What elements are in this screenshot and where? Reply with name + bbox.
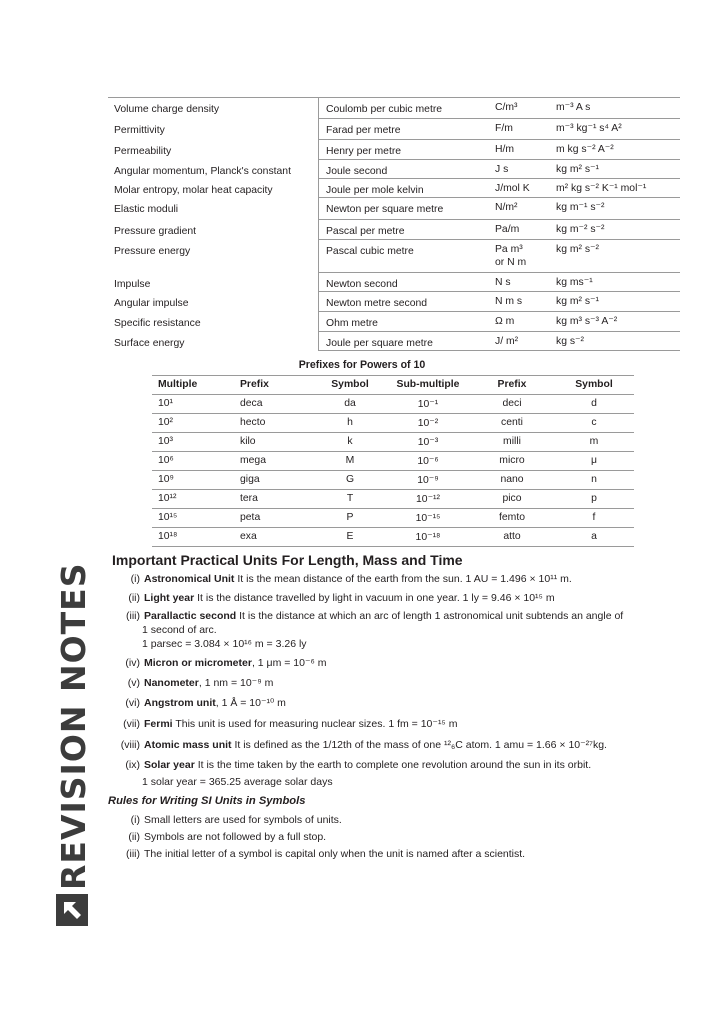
sub-prefix-cell: centi bbox=[501, 417, 523, 428]
unit-cell: Joule second bbox=[326, 166, 388, 177]
revision-notes-label: REVISION NOTES bbox=[54, 562, 93, 890]
symbol-cell-alt: or N m bbox=[495, 257, 527, 268]
quantity-cell: Impulse bbox=[114, 279, 151, 290]
item-term: Nanometer bbox=[144, 677, 199, 689]
item-term: Micron or micrometer bbox=[144, 657, 252, 669]
dimension-cell: kg m² s⁻² bbox=[556, 244, 600, 255]
prefix-cell: giga bbox=[240, 474, 260, 485]
header-prefix: Prefix bbox=[240, 379, 269, 390]
item-term: Astronomical Unit bbox=[144, 573, 235, 585]
list-item bbox=[116, 656, 327, 671]
item-text: It is the distance travelled by light in vacuum in one year. 1 ly = 9.46 × 10¹⁵ m bbox=[194, 592, 555, 604]
sub-multiple-cell: 10⁻¹⁸ bbox=[415, 532, 441, 543]
list-item bbox=[116, 830, 326, 845]
sub-symbol-cell: d bbox=[591, 398, 597, 409]
table-row bbox=[108, 119, 680, 140]
sub-multiple-cell: 10⁻¹ bbox=[417, 399, 439, 410]
list-item bbox=[116, 609, 623, 624]
table-row bbox=[108, 98, 680, 119]
item-term: Atomic mass unit bbox=[144, 739, 232, 751]
dimension-cell: kg s⁻² bbox=[556, 336, 585, 347]
table-row bbox=[152, 509, 634, 528]
table-row bbox=[108, 240, 680, 273]
symbol-cell: N m s bbox=[495, 296, 523, 307]
multiple-cell: 10¹⁸ bbox=[158, 531, 178, 542]
item-term: Solar year bbox=[144, 759, 195, 771]
prefix-cell: exa bbox=[240, 531, 257, 542]
item-number: (v) bbox=[127, 677, 140, 689]
quantity-cell: Pressure energy bbox=[114, 246, 191, 257]
list-item bbox=[116, 847, 525, 862]
unit-cell: Ohm metre bbox=[326, 318, 378, 329]
item-continuation: 1 parsec = 3.084 × 10¹⁶ m = 3.26 ly bbox=[142, 638, 307, 650]
list-item bbox=[116, 572, 572, 587]
list-item bbox=[116, 813, 342, 828]
item-text: It is the distance at which an arc of length 1 astronomical unit subtends an angle of bbox=[236, 610, 624, 622]
quantity-cell: Pressure gradient bbox=[114, 226, 197, 237]
table-row bbox=[152, 528, 634, 547]
item-number: (i) bbox=[130, 573, 140, 585]
sub-multiple-cell: 10⁻⁹ bbox=[417, 475, 439, 486]
table-row bbox=[108, 140, 680, 160]
sub-prefix-cell: milli bbox=[503, 436, 521, 447]
prefix-cell: tera bbox=[240, 493, 258, 504]
prefix-cell: kilo bbox=[240, 436, 256, 447]
table-row bbox=[152, 433, 634, 452]
sub-symbol-cell: m bbox=[589, 436, 599, 447]
table-row bbox=[108, 273, 680, 292]
item-continuation: 1 second of arc. bbox=[142, 624, 217, 636]
sub-prefix-cell: atto bbox=[503, 531, 521, 542]
symbol-cell: J/ m² bbox=[495, 336, 519, 347]
quantity-cell: Specific resistance bbox=[114, 318, 201, 329]
unit-cell: Newton per square metre bbox=[326, 204, 444, 215]
symbol-cell: h bbox=[347, 417, 353, 428]
sub-multiple-cell: 10⁻¹⁵ bbox=[415, 513, 441, 524]
table-row bbox=[108, 160, 680, 179]
item-number: (i) bbox=[130, 814, 140, 826]
quantity-cell: Permeability bbox=[114, 146, 172, 157]
sub-multiple-cell: 10⁻³ bbox=[417, 437, 439, 448]
multiple-cell: 10¹ bbox=[158, 398, 174, 409]
units-table bbox=[108, 97, 680, 351]
sub-multiple-cell: 10⁻¹² bbox=[416, 494, 440, 505]
item-term: Parallactic second bbox=[144, 610, 237, 622]
list-item bbox=[116, 717, 457, 732]
list-item bbox=[116, 696, 286, 711]
table-row bbox=[108, 312, 680, 332]
multiple-cell: 10³ bbox=[158, 436, 174, 447]
symbol-cell: N s bbox=[495, 277, 511, 288]
sub-symbol-cell: n bbox=[591, 474, 597, 485]
table-row bbox=[152, 452, 634, 471]
multiple-cell: 10⁹ bbox=[158, 474, 175, 485]
prefix-cell: peta bbox=[240, 512, 261, 523]
symbol-cell: N/m² bbox=[495, 202, 518, 213]
table-row bbox=[108, 179, 680, 198]
quantity-cell: Permittivity bbox=[114, 125, 165, 136]
dimension-cell: kg m⁻¹ s⁻² bbox=[556, 202, 605, 213]
item-text: , 1 Å = 10⁻¹⁰ m bbox=[215, 697, 286, 709]
symbol-cell: Pa m³ bbox=[495, 244, 523, 255]
symbol-cell: H/m bbox=[495, 144, 515, 155]
rules-heading: Rules for Writing SI Units in Symbols bbox=[108, 795, 306, 807]
list-item bbox=[116, 676, 273, 691]
table-row bbox=[108, 198, 680, 220]
symbol-cell: Pa/m bbox=[495, 224, 520, 235]
sub-symbol-cell: μ bbox=[591, 455, 597, 466]
item-text: , 1 nm = 10⁻⁹ m bbox=[198, 677, 274, 689]
prefix-table-header bbox=[152, 375, 634, 395]
unit-cell: Coulomb per cubic metre bbox=[326, 104, 443, 115]
multiple-cell: 10¹² bbox=[158, 493, 177, 504]
unit-cell: Joule per mole kelvin bbox=[326, 185, 424, 196]
table-row bbox=[152, 490, 634, 509]
multiple-cell: 10¹⁵ bbox=[158, 512, 178, 523]
unit-cell: Newton metre second bbox=[326, 298, 428, 309]
item-number: (iii) bbox=[126, 848, 140, 860]
item-term: Light year bbox=[144, 592, 195, 604]
multiple-cell: 10⁶ bbox=[158, 455, 174, 466]
dimension-cell: m² kg s⁻² K⁻¹ mol⁻¹ bbox=[556, 183, 647, 194]
multiple-cell: 10² bbox=[158, 417, 174, 428]
symbol-cell: P bbox=[346, 512, 354, 523]
table-row bbox=[108, 332, 680, 351]
sub-prefix-cell: micro bbox=[499, 455, 525, 466]
symbol-cell: k bbox=[347, 436, 353, 447]
revision-notes-tab bbox=[52, 562, 93, 930]
prefix-table bbox=[152, 375, 634, 547]
prefix-table-title: Prefixes for Powers of 10 bbox=[298, 359, 426, 371]
quantity-cell: Molar entropy, molar heat capacity bbox=[114, 185, 273, 196]
list-item bbox=[116, 591, 555, 606]
sub-multiple-cell: 10⁻⁶ bbox=[417, 456, 439, 467]
item-number: (vi) bbox=[125, 697, 140, 709]
table-row bbox=[152, 414, 634, 433]
prefix-cell: mega bbox=[240, 455, 266, 466]
dimension-cell: kg m² s⁻¹ bbox=[556, 164, 600, 175]
section-heading: Important Practical Units For Length, Mass and Time bbox=[112, 552, 463, 568]
symbol-cell: F/m bbox=[495, 123, 513, 134]
item-term: Fermi bbox=[144, 718, 173, 730]
symbol-cell: J s bbox=[495, 164, 509, 175]
sub-symbol-cell: p bbox=[591, 493, 597, 504]
item-number: (ix) bbox=[125, 759, 140, 771]
header-symbol-sub: Symbol bbox=[575, 379, 613, 390]
item-text: Small letters are used for symbols of units. bbox=[144, 814, 342, 826]
table-row bbox=[152, 471, 634, 490]
quantity-cell: Angular impulse bbox=[114, 298, 189, 309]
list-item bbox=[116, 738, 607, 753]
unit-cell: Joule per square metre bbox=[326, 338, 433, 349]
unit-cell: Henry per metre bbox=[326, 146, 402, 157]
unit-cell: Newton second bbox=[326, 279, 398, 290]
prefix-cell: deca bbox=[240, 398, 263, 409]
item-text: The initial letter of a symbol is capital only when the unit is named after a scientist. bbox=[144, 848, 526, 860]
item-continuation: 1 solar year = 365.25 average solar days bbox=[142, 776, 333, 788]
list-item bbox=[116, 758, 591, 773]
unit-cell: Pascal per metre bbox=[326, 226, 405, 237]
quantity-cell: Surface energy bbox=[114, 338, 185, 349]
dimension-cell: kg m³ s⁻³ A⁻² bbox=[556, 316, 618, 327]
item-term: Angstrom unit bbox=[144, 697, 216, 709]
quantity-cell: Elastic moduli bbox=[114, 204, 179, 215]
symbol-cell: M bbox=[345, 455, 355, 466]
quantity-cell: Volume charge density bbox=[114, 104, 220, 115]
item-text: This unit is used for measuring nuclear sizes. 1 fm = 10⁻¹⁵ m bbox=[172, 718, 458, 730]
sub-prefix-cell: deci bbox=[502, 398, 522, 409]
dimension-cell: kg m⁻² s⁻² bbox=[556, 224, 605, 235]
symbol-cell: C/m³ bbox=[495, 102, 518, 113]
arrow-up-left-icon bbox=[56, 894, 88, 926]
sub-prefix-cell: femto bbox=[499, 512, 525, 523]
symbol-cell: G bbox=[345, 474, 355, 485]
header-prefix-sub: Prefix bbox=[497, 379, 527, 390]
symbol-cell: E bbox=[346, 531, 354, 542]
dimension-cell: m⁻³ kg⁻¹ s⁴ A² bbox=[556, 123, 622, 134]
symbol-cell: Ω m bbox=[495, 316, 515, 327]
item-text: It is the mean distance of the earth from the sun. 1 AU = 1.496 × 10¹¹ m. bbox=[234, 573, 572, 585]
header-symbol: Symbol bbox=[331, 379, 369, 390]
quantity-cell: Angular momentum, Planck's constant bbox=[114, 166, 291, 177]
symbol-cell: T bbox=[346, 493, 354, 504]
item-text: , 1 μm = 10⁻⁶ m bbox=[251, 657, 327, 669]
table-row bbox=[108, 292, 680, 312]
unit-cell: Farad per metre bbox=[326, 125, 401, 136]
dimension-cell: kg ms⁻¹ bbox=[556, 277, 593, 288]
dimension-cell: m kg s⁻² A⁻² bbox=[556, 144, 614, 155]
table-row bbox=[152, 395, 634, 414]
item-number: (vii) bbox=[123, 718, 140, 730]
sub-symbol-cell: f bbox=[592, 512, 596, 523]
item-number: (iii) bbox=[126, 610, 140, 622]
sub-prefix-cell: nano bbox=[500, 474, 524, 485]
prefix-cell: hecto bbox=[240, 417, 266, 428]
sub-symbol-cell: a bbox=[591, 531, 597, 542]
sub-symbol-cell: c bbox=[591, 417, 597, 428]
item-text: Symbols are not followed by a full stop. bbox=[144, 831, 327, 843]
header-multiple: Multiple bbox=[158, 379, 198, 390]
unit-cell: Pascal cubic metre bbox=[326, 246, 414, 257]
item-number: (ii) bbox=[128, 592, 140, 604]
item-text: It is defined as the 1/12th of the mass of one ¹²₆C atom. 1 amu = 1.66 × 10⁻²⁷kg. bbox=[231, 739, 607, 751]
table-row bbox=[108, 220, 680, 240]
dimension-cell: m⁻³ A s bbox=[556, 102, 591, 113]
symbol-cell: da bbox=[344, 398, 356, 409]
item-number: (viii) bbox=[120, 739, 140, 751]
item-number: (iv) bbox=[125, 657, 140, 669]
symbol-cell: J/mol K bbox=[495, 183, 530, 194]
item-number: (ii) bbox=[128, 831, 140, 843]
item-text: It is the time taken by the earth to complete one revolution around the sun in its orbit. bbox=[194, 759, 592, 771]
dimension-cell: kg m² s⁻¹ bbox=[556, 296, 600, 307]
sub-multiple-cell: 10⁻² bbox=[417, 418, 439, 429]
header-sub-multiple: Sub-multiple bbox=[396, 379, 460, 390]
sub-prefix-cell: pico bbox=[502, 493, 522, 504]
